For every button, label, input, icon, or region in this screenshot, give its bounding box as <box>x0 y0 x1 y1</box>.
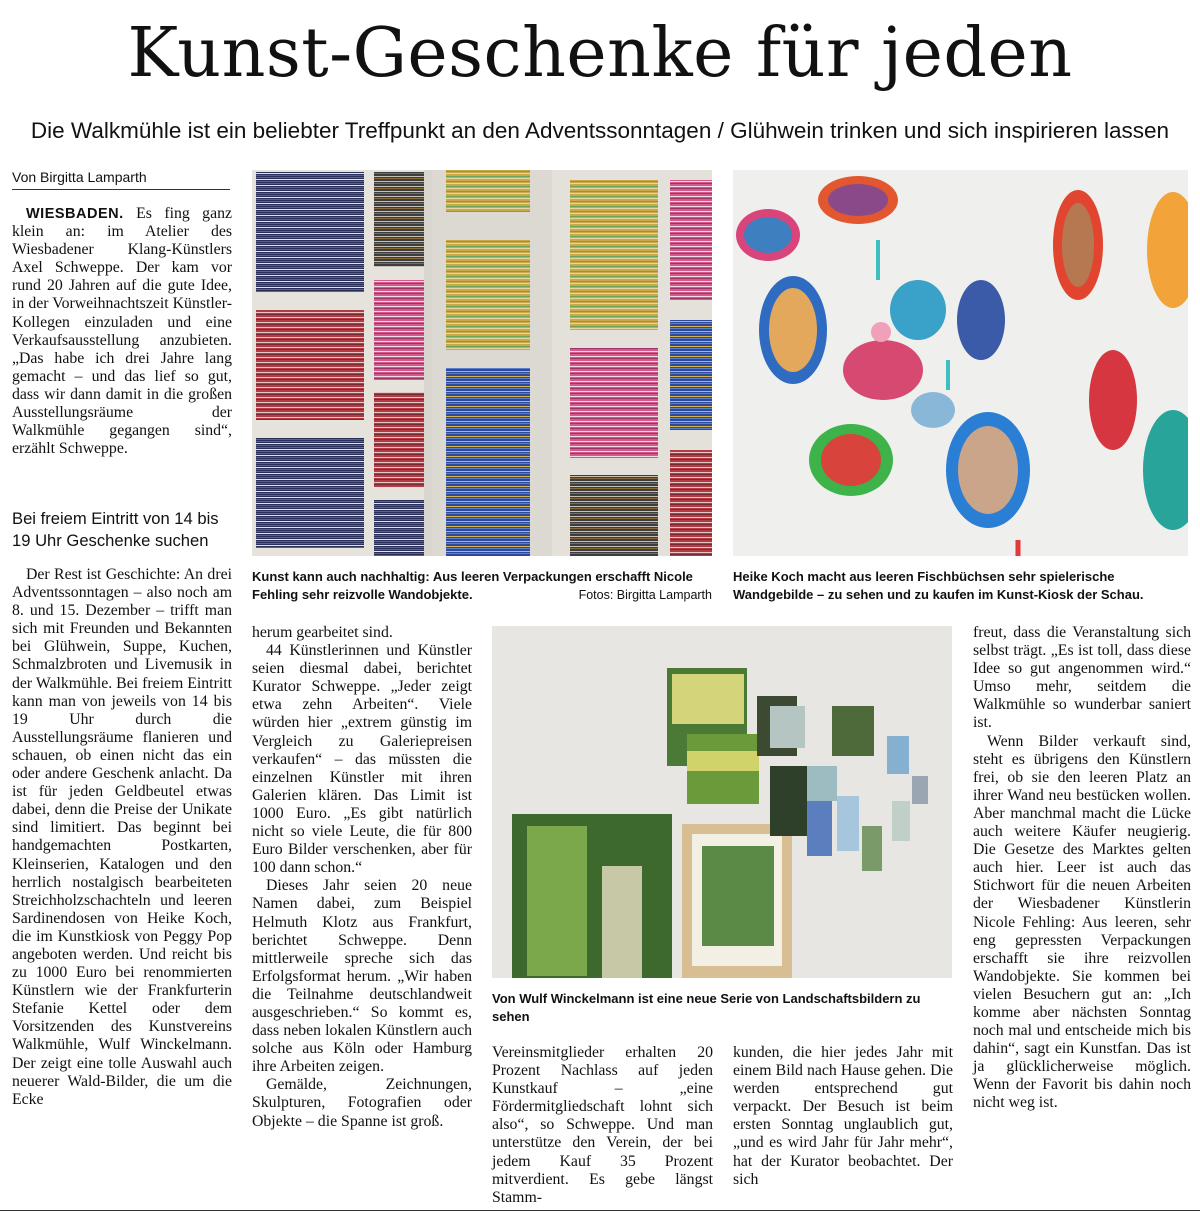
column-2 <box>252 624 472 1131</box>
article-paragraph: Der Rest ist Geschichte: An drei Adventssonntagen – also noch am 8. und 15. Dezember – trifft man sich mit Freunden und Bekannten bei Glühwein, Suppe, Kuchen, Schmalzbroten und Livemusik in der Walkmühle. Bei freiem Eintritt kann man von jeweils von 14 bis 19 Uhr durch die Ausstellungsräume flanieren und schauen, ob einen nicht das ein oder andere Geschenk anlacht. Da ist für jeden Geldbeutel etwas dabei, denn die Preise der Unikate sind limitiert. Das beginnt bei handgemachten Postkarten, Kleinserien, Katalogen und den herrlich nostalgisch bearbeiteten Streichholzschachteln und leeren Sardinendosen von Heike Koch, die im Kunstkiosk von Peggy Pop angeboten werden. Und reicht bis zu 1000 Euro bei renommierten Künstlern wie der Frankfurterin Stefanie Kettel oder dem Vorsitzenden des Kunstvereins Walkmühle, Wulf Winckelmann. Der zeigt eine tolle Auswahl auch neuerer Wald-Bilder, die um die Ecke <box>12 566 232 1108</box>
dateline: WIESBADEN. <box>26 206 124 222</box>
article-paragraph: Vereinsmitglieder erhalten 20 Prozent Nachlass auf jeden Kunstkauf – „eine Fördermitgliedschaft lohnt sich also“, so Schweppe. Und man unterstütze den Verein, der bei jedem Kauf 35 Prozent mitverdient. Es gebe längst Stamm- <box>492 1044 713 1206</box>
intertitle: Bei freiem Eintritt von 14 bis 19 Uhr Geschenke suchen <box>12 509 219 550</box>
subheadline: Die Walkmühle ist ein beliebter Treffpunkt an den Adventssonntagen / Glühwein trinken und sich inspirieren lassen <box>30 118 1170 143</box>
article-paragraph: Wenn Bilder verkauft sind, steht es übrigens den Künstlern frei, ob sie den leeren Platz an ihrer Wand neu bestücken wollen. Aber manchmal macht die Lücke auch weitere Käufer neugierig. Die Gesetze des Marktes gelten auch hier. Leer ist auch das Stichwort für die neuen Arbeiten der Wiesbadener Künstlerin Nicole Fehling: Aus leeren, sehr eng gepressten Verpackungen erschafft sie ihre reizvollen Wandobjekte. Sie kommen bei vielen Besuchern gut an: „Ich komme aber nächsten Sonntag noch mal und entscheide mich bis dahin“, sagt ein Kunstfan. Das ist ja glücklicherweise möglich. Wenn der Favorit bis dahin noch nicht weg ist. <box>973 732 1191 1112</box>
column-3 <box>492 1044 713 1207</box>
intro-text: Es fing ganz klein an: im Atelier des Wiesbadener Klang-Künstlers Axel Schweppe. Der kam vor rund 20 Jahren auf die gute Idee, in der Vorweihnachtszeit Künstler-Kollegen einzuladen und eine Verkaufsausstellung anzubieten. „Das habe ich drei Jahre lang gemacht – und das lief so gut, dass wir dann damit in die großen Ausstellungsräume der Walkmühle gegangen sind“, erzählt Schweppe. <box>12 205 233 458</box>
article-paragraph: Dieses Jahr seien 20 neue Namen dabei, zum Beispiel Helmuth Klotz aus Frankfurt, berichtet Schweppe. Denn mittlerweile spreche sich das Erfolgsformat herum. „Wir haben die Teilnahme deutschlandweit ausgeschrieben.“ So kommt es, dass neben lokalen Künstlern auch solche aus Köln oder Hamburg ihre Arbeiten zeigen. <box>252 877 472 1076</box>
headline: Kunst-Geschenke für jeden <box>127 14 1073 93</box>
byline: Von Birgitta Lamparth <box>12 168 230 190</box>
caption-photo-fish-tins: Heike Koch macht aus leeren Fischbüchsen sehr spielerische Wandgebilde – zu sehen und zu kaufen im Kunst-Kiosk der Schau. <box>733 569 1144 602</box>
column-1-top <box>12 205 232 458</box>
column-4 <box>733 1044 953 1189</box>
caption-text: Kunst kann auch nachhaltig: Aus leeren Verpackungen erschafft Nicole Fehling sehr reizvolle Wandobjekte. <box>252 569 693 602</box>
column-5 <box>973 624 1191 1113</box>
caption-photo-landscape-paintings: Von Wulf Winckelmann ist eine neue Serie von Landschaftsbildern zu sehen <box>492 991 921 1024</box>
bottom-rule <box>0 1210 1200 1211</box>
article-paragraph: herum gearbeitet sind. <box>252 624 393 641</box>
photo-landscape-paintings <box>492 626 952 978</box>
caption-photo-packaging-art <box>252 568 712 604</box>
photo-credit: Fotos: Birgitta Lamparth <box>578 588 712 602</box>
photo-fish-tins <box>733 170 1188 556</box>
article-paragraph: 44 Künstlerinnen und Künstler seien diesmal dabei, berichtet Kurator Schweppe. „Jeder zeigt etwa zehn Arbeiten“. Viele würden hier „extrem günstig im Vergleich zu Galeriepreisen verkaufen“ – das müssten die einzelnen Künstler mit ihren Galerien klären. Das Limit ist 1000 Euro. „Es gibt natürlich nicht so viele Leute, die für 800 Euro Bilder verschenken, aber für 100 dann schon.“ <box>252 642 472 877</box>
article-paragraph <box>12 205 232 458</box>
article-paragraph: Gemälde, Zeichnungen, Skulpturen, Fotografien oder Objekte – die Spanne ist groß. <box>252 1076 472 1130</box>
landscape-paintings-image <box>492 626 952 978</box>
packaging-art-image <box>252 170 712 556</box>
fish-tins-image <box>733 170 1188 556</box>
column-1-bottom <box>12 566 232 1109</box>
photo-packaging-art <box>252 170 712 556</box>
article-paragraph: kunden, die hier jedes Jahr mit einem Bild nach Hause gehen. Die werden entsprechend gut verpackt. Der Besuch ist beim ersten Sonntag unglaublich gut, „und es wird Jahr für Jahr mehr“, hat der Kurator beobachtet. Der sich <box>733 1044 953 1188</box>
article-paragraph: freut, dass die Veranstaltung sich selbst trägt. „Es ist toll, dass diese Idee so gut angenommen wird.“ Umso mehr, seitdem die Walkmühle so wunderbar saniert ist. <box>973 624 1191 732</box>
